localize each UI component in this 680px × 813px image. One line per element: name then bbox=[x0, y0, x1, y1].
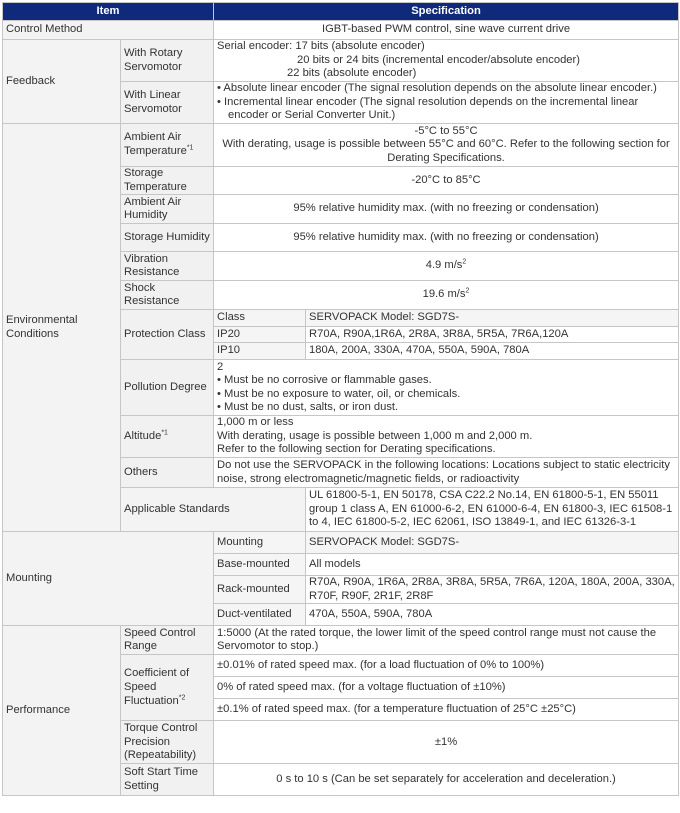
mounting-duct: Duct-ventilated bbox=[214, 604, 306, 626]
mounting-model-head: SERVOPACK Model: SGD7S- bbox=[306, 532, 679, 554]
pollution-line: 2 bbox=[217, 360, 224, 373]
mounting-duct-models: 470A, 550A, 590A, 780A bbox=[306, 604, 679, 626]
vibration-value bbox=[214, 252, 679, 281]
speed-range-label: Speed Control Range bbox=[121, 626, 214, 655]
linear-value bbox=[214, 82, 679, 124]
ambient-hum-value: 95% relative humidity max. (with no freezing or condensation) bbox=[214, 195, 679, 224]
mounting-rack-models: R70A, R90A, 1R6A, 2R8A, 3R8A, 5R5A, 7R6A, 120A, 180A, 200A, 330A, R70F, R90F, 2R1F, 2R8F bbox=[306, 576, 679, 604]
altitude-line: Refer to the following section for Derating specifications. bbox=[217, 443, 496, 456]
altitude-label bbox=[121, 416, 214, 458]
ambient-temp-line: With derating, usage is possible between 55°C and 60°C. Refer to the following section for Derating Specifications. bbox=[222, 138, 670, 164]
shock-text: 19.6 m/s bbox=[422, 288, 466, 301]
feedback-label: Feedback bbox=[3, 40, 121, 124]
protection-ip10-models: 180A, 200A, 330A, 470A, 550A, 590A, 780A bbox=[306, 343, 679, 360]
pollution-value bbox=[214, 360, 679, 416]
storage-hum-value: 95% relative humidity max. (with no freezing or condensation) bbox=[214, 224, 679, 252]
fluct-label bbox=[121, 655, 214, 721]
rotary-line: 20 bits or 24 bits (incremental encoder/absolute encoder) bbox=[297, 53, 580, 66]
ambient-temp-text: Ambient Air Temperature bbox=[124, 131, 187, 157]
soft-start-label: Soft Start Time Setting bbox=[121, 764, 214, 796]
altitude-line: 1,000 m or less bbox=[217, 416, 294, 429]
standards-label: Applicable Standards bbox=[121, 488, 306, 532]
altitude-value bbox=[214, 416, 679, 458]
storage-temp-value: -20°C to 85°C bbox=[214, 167, 679, 195]
protection-class-head: Class bbox=[214, 310, 306, 327]
speed-range-value: 1:5000 (At the rated torque, the lower limit of the speed control range must not cause the Servomotor to stop.) bbox=[214, 626, 679, 655]
standards-value: UL 61800-5-1, EN 50178, CSA C22.2 No.14, EN 61800-5-1, EN 55011 group 1 class A, EN 61000-6-2, EN 61000-6-4, EN 61800-3, IEC 61508-1 to 4, IEC 61800-5-2, IEC 62061, ISO 13849-1, and IEC 61326-3-1 bbox=[306, 488, 679, 532]
rotary-line: Serial encoder: 17 bits (absolute encoder) bbox=[217, 40, 425, 53]
rotary-label: With Rotary Servomotor bbox=[121, 40, 214, 82]
rotary-line: 22 bits (absolute encoder) bbox=[287, 67, 417, 80]
note-marker: *1 bbox=[161, 429, 168, 437]
pollution-line: • Must be no corrosive or flammable gases. bbox=[217, 374, 432, 387]
soft-start-value: 0 s to 10 s (Can be set separately for acceleration and deceleration.) bbox=[214, 764, 679, 796]
shock-label: Shock Resistance bbox=[121, 281, 214, 310]
linear-line: • Absolute linear encoder (The signal resolution depends on the absolute linear encoder.) bbox=[217, 82, 657, 95]
altitude-text: Altitude bbox=[124, 429, 162, 442]
header-spec: Specification bbox=[214, 3, 679, 21]
pollution-label: Pollution Degree bbox=[121, 360, 214, 416]
torque-label: Torque Control Precision (Repeatability) bbox=[121, 721, 214, 764]
header-item: Item bbox=[3, 3, 214, 21]
protection-label: Protection Class bbox=[121, 310, 214, 360]
linear-label: With Linear Servomotor bbox=[121, 82, 214, 124]
pollution-line: • Must be no exposure to water, oil, or chemicals. bbox=[217, 387, 461, 400]
others-label: Others bbox=[121, 458, 214, 488]
note-marker: *2 bbox=[178, 693, 186, 701]
performance-label: Performance bbox=[3, 626, 121, 796]
protection-ip20: IP20 bbox=[214, 327, 306, 343]
ambient-temp-value bbox=[214, 124, 679, 167]
storage-hum-label: Storage Humidity bbox=[121, 224, 214, 252]
mounting-base: Base-mounted bbox=[214, 554, 306, 576]
fluct-row: ±0.1% of rated speed max. (for a temperature fluctuation of 25°C ±25°C) bbox=[214, 699, 679, 721]
exponent: 2 bbox=[465, 287, 470, 295]
protection-ip10: IP10 bbox=[214, 343, 306, 360]
ambient-temp-line: -5°C to 55°C bbox=[414, 124, 478, 137]
mounting-label: Mounting bbox=[3, 532, 214, 626]
spec-table bbox=[2, 2, 679, 796]
control-method-value: IGBT-based PWM control, sine wave current drive bbox=[214, 21, 679, 40]
others-value: Do not use the SERVOPACK in the following locations: Locations subject to static electricity noise, strong electromagnetic/magnetic fields, or radioactivity bbox=[214, 458, 679, 488]
mounting-rack: Rack-mounted bbox=[214, 576, 306, 604]
vibration-label: Vibration Resistance bbox=[121, 252, 214, 281]
vibration-text: 4.9 m/s bbox=[425, 259, 463, 272]
storage-temp-label: Storage Temperature bbox=[121, 167, 214, 195]
protection-model-head: SERVOPACK Model: SGD7S- bbox=[306, 310, 679, 327]
fluct-row: ±0.01% of rated speed max. (for a load fluctuation of 0% to 100%) bbox=[214, 655, 679, 677]
exponent: 2 bbox=[462, 258, 467, 266]
fluct-text: Coefficient of Speed Fluctuation bbox=[124, 667, 190, 707]
control-method-label: Control Method bbox=[3, 21, 214, 40]
ambient-hum-label: Ambient Air Humidity bbox=[121, 195, 214, 224]
protection-ip20-models: R70A, R90A,1R6A, 2R8A, 3R8A, 5R5A, 7R6A,120A bbox=[306, 327, 679, 343]
pollution-line: • Must be no dust, salts, or iron dust. bbox=[217, 401, 399, 414]
env-label: Environmental Conditions bbox=[3, 124, 121, 532]
torque-value: ±1% bbox=[214, 721, 679, 764]
linear-line: • Incremental linear encoder (The signal resolution depends on the incremental linear encoder or Serial Converter Unit.) bbox=[217, 95, 639, 122]
shock-value bbox=[214, 281, 679, 310]
fluct-row: 0% of rated speed max. (for a voltage fluctuation of ±10%) bbox=[214, 677, 679, 699]
rotary-value bbox=[214, 40, 679, 82]
ambient-temp-label bbox=[121, 124, 214, 167]
mounting-head: Mounting bbox=[214, 532, 306, 554]
altitude-line: With derating, usage is possible between 1,000 m and 2,000 m. bbox=[217, 429, 533, 442]
note-marker: *1 bbox=[186, 144, 194, 152]
mounting-base-models: All models bbox=[306, 554, 679, 576]
